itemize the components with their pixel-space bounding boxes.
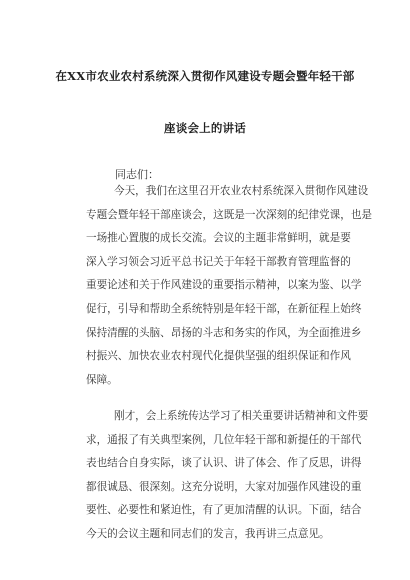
paragraph-line: 重要论述和关于作风建设的重要指示精神，以案为鉴、以学 <box>86 279 362 292</box>
paragraph-line: 保持清醒的头脑、昂扬的斗志和务实的作风，为全面推进乡 <box>86 326 362 339</box>
paragraph-line: 刚才，会上系统传达学习了相关重要讲话精神和文件要 <box>114 410 369 422</box>
paragraph-line: 保障。 <box>86 373 118 386</box>
paragraph-line: 表也结合自身实际，谈了认识、讲了体会、作了反思，讲得 <box>86 457 362 470</box>
paragraph-line: 促行，引导和帮助全系统特别是年轻干部，在新征程上始终 <box>86 302 362 315</box>
paragraph-1 <box>86 180 373 392</box>
paragraph-line: 一场推心置腹的成长交流。会议的主题非常鲜明，就是要 <box>86 232 351 245</box>
paragraph-line: 村振兴、加快农业农村现代化提供坚强的组织保证和作风 <box>86 350 351 363</box>
paragraph-line: 要性、必要性和紧迫性，有了更加清醒的认识。下面，结合 <box>86 504 362 517</box>
paragraph-line: 求，通报了有关典型案例，几位年轻干部和新提任的干部代 <box>86 433 362 446</box>
paragraph-line: 今天的会议主题和同志们的发言，我再讲三点意见。 <box>86 527 330 540</box>
document-title-line-2: 座谈会上的讲话 <box>164 121 246 135</box>
paragraph-line: 专题会暨年轻干部座谈会，这既是一次深刻的纪律党课，也是 <box>86 208 373 221</box>
paragraph-line: 深入学习领会习近平总书记关于年轻干部教育管理监督的 <box>86 255 351 268</box>
salutation: 同志们： <box>115 168 159 181</box>
document-title-line-1: 在XX市农业农村系统深入贯彻作风建设专题会暨年轻干部 <box>55 69 355 83</box>
paragraph-line: 今天，我们在这里召开农业农村系统深入贯彻作风建设 <box>114 185 369 197</box>
paragraph-line: 都很诚恳、很深刻。这充分说明，大家对加强作风建设的重 <box>86 480 362 493</box>
paragraph-2 <box>86 405 369 547</box>
